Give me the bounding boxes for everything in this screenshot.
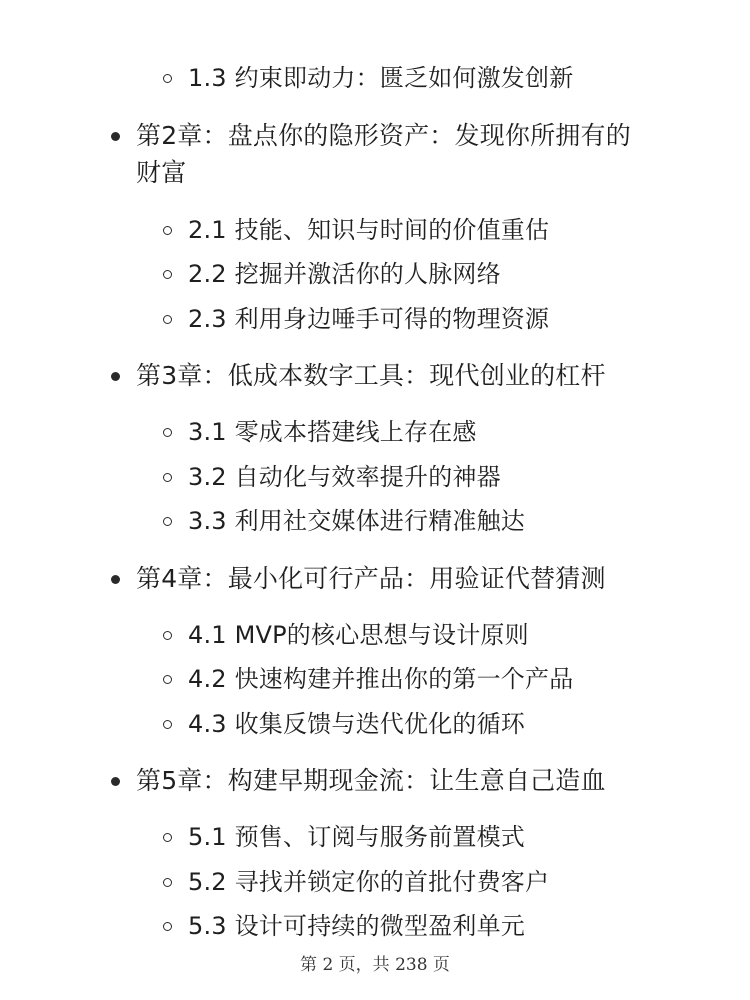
circle-bullet-icon [163,878,172,887]
circle-bullet-icon [163,428,172,437]
section-label: 2.3 利用身边唾手可得的物理资源 [188,305,550,333]
section-label: 3.1 零成本搭建线上存在感 [188,418,477,446]
section-item-3-3 [163,504,525,538]
section-item-4-1 [163,618,529,652]
section-label: 2.2 挖掘并激活你的人脉网络 [188,260,501,288]
chapter-item-4 [111,561,606,597]
section-label: 3.3 利用社交媒体进行精准触达 [188,507,525,535]
section-label: 5.1 预售、订阅与服务前置模式 [188,823,525,851]
section-item-5-3 [163,909,525,943]
section-label: 5.3 设计可持续的微型盈利单元 [188,912,525,940]
circle-bullet-icon [163,473,172,482]
section-item-4-3 [163,707,525,741]
circle-bullet-icon [163,675,172,684]
circle-bullet-icon [163,315,172,324]
disc-bullet-icon [111,777,120,786]
disc-bullet-icon [111,372,120,381]
section-label: 1.3 约束即动力：匮乏如何激发创新 [188,64,574,92]
page-number-footer: 第 2 页，共 238 页 [300,955,450,975]
circle-bullet-icon [163,270,172,279]
section-item-5-1 [163,820,525,854]
section-item-3-2 [163,460,501,494]
section-item-1-3 [163,61,573,95]
section-item-2-3 [163,302,549,336]
chapter-label-continuation: 财富 [136,158,187,187]
chapter-label: 第3章：低成本数字工具：现代创业的杠杆 [136,361,606,390]
chapter-label: 第4章：最小化可行产品：用验证代替猜测 [136,564,606,593]
disc-bullet-icon [111,575,120,584]
circle-bullet-icon [163,720,172,729]
section-item-2-1 [163,213,549,247]
section-item-3-1 [163,415,477,449]
circle-bullet-icon [163,517,172,526]
section-label: 4.1 MVP的核心思想与设计原则 [188,621,529,649]
section-item-4-2 [163,662,573,696]
disc-bullet-icon [111,132,120,141]
section-item-5-2 [163,865,549,899]
section-label: 4.2 快速构建并推出你的第一个产品 [188,665,574,693]
chapter-item-2 [111,118,631,154]
chapter-item-3 [111,358,606,394]
chapter-item-5 [111,763,606,799]
chapter-label: 第5章：构建早期现金流：让生意自己造血 [136,766,606,795]
section-label: 4.3 收集反馈与迭代优化的循环 [188,710,525,738]
circle-bullet-icon [163,833,172,842]
section-label: 5.2 寻找并锁定你的首批付费客户 [188,868,550,896]
circle-bullet-icon [163,226,172,235]
section-label: 2.1 技能、知识与时间的价值重估 [188,216,550,244]
section-item-2-2 [163,257,501,291]
section-label: 3.2 自动化与效率提升的神器 [188,463,501,491]
circle-bullet-icon [163,74,172,83]
circle-bullet-icon [163,631,172,640]
chapter-label: 第2章：盘点你的隐形资产：发现你所拥有的 [136,121,631,150]
circle-bullet-icon [163,922,172,931]
